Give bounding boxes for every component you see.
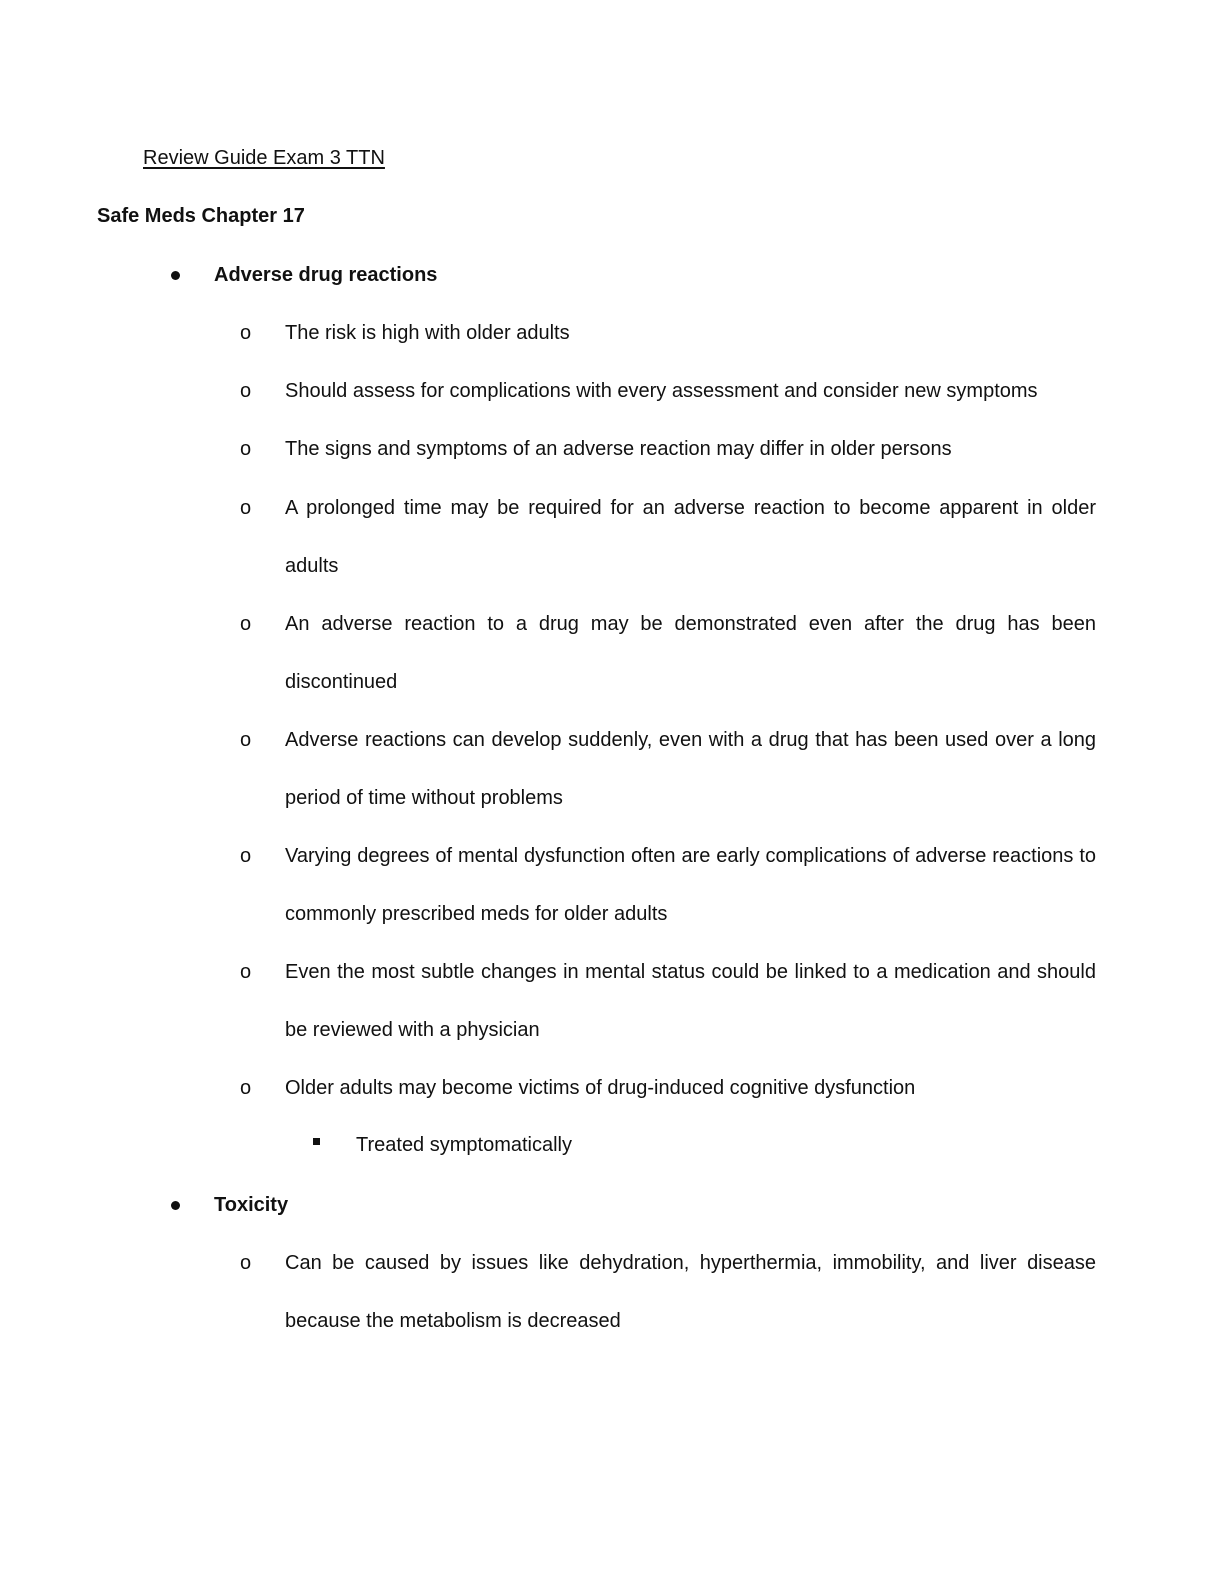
circle-bullet-icon: o — [240, 845, 252, 867]
bullet-label-adverse-drug-reactions: Adverse drug reactions — [214, 264, 438, 286]
section-heading: Safe Meds Chapter 17 — [97, 205, 305, 227]
list-item: Should assess for complications with every assessment and consider new symptoms — [285, 380, 1038, 402]
circle-bullet-icon: o — [240, 961, 252, 983]
circle-bullet-icon: o — [240, 729, 252, 751]
circle-bullet-icon: o — [240, 322, 252, 344]
list-item: The risk is high with older adults — [285, 322, 570, 344]
list-item: Older adults may become victims of drug-induced cognitive dysfunction — [285, 1077, 916, 1099]
list-item: The signs and symptoms of an adverse reaction may differ in older persons — [285, 438, 952, 460]
bullet-dot-icon — [171, 1201, 180, 1210]
circle-bullet-icon: o — [240, 1077, 252, 1099]
circle-bullet-icon: o — [240, 438, 252, 460]
circle-bullet-icon: o — [240, 380, 252, 402]
list-item: Treated symptomatically — [356, 1134, 572, 1156]
list-item: Varying degrees of mental dysfunction often are early complications of adverse reactions to commonly prescribed meds for older adults — [285, 845, 1096, 925]
list-item: Adverse reactions can develop suddenly, even with a drug that has been used over a long period of time without problems — [285, 729, 1096, 809]
bullet-label-toxicity: Toxicity — [214, 1194, 289, 1216]
square-bullet-icon — [313, 1138, 320, 1145]
circle-bullet-icon: o — [240, 497, 252, 519]
list-item: Even the most subtle changes in mental status could be linked to a medication and should be reviewed with a physician — [285, 961, 1096, 1041]
list-item: Can be caused by issues like dehydration, hyperthermia, immobility, and liver disease because the metabolism is decreased — [285, 1252, 1096, 1332]
circle-bullet-icon: o — [240, 1252, 252, 1274]
circle-bullet-icon: o — [240, 613, 252, 635]
document-title: Review Guide Exam 3 TTN — [143, 147, 385, 169]
bullet-dot-icon — [171, 271, 180, 280]
list-item: A prolonged time may be required for an adverse reaction to become apparent in older adults — [285, 497, 1096, 577]
list-item: An adverse reaction to a drug may be demonstrated even after the drug has been discontinued — [285, 613, 1096, 693]
